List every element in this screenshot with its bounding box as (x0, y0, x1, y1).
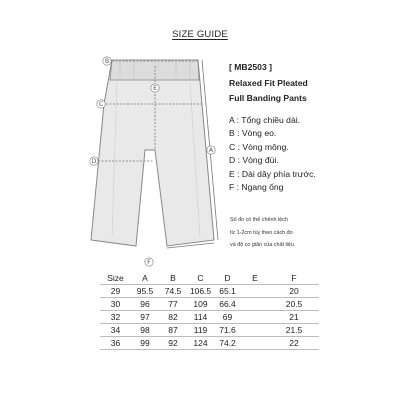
legend-item-e: E : Dài dây phía trước. (229, 168, 316, 179)
legend-item-f: F : Ngang ống (229, 182, 284, 193)
marker-d-label: D (91, 158, 97, 166)
measurement-note (230, 214, 390, 252)
note-line-1: Số đo có thể chênh lệch (230, 217, 288, 223)
cell-f: 20 (289, 286, 299, 296)
cell-c: 106.5 (189, 286, 212, 296)
size-table (100, 271, 319, 350)
cell-size: 36 (110, 338, 121, 348)
cell-c: 109 (193, 299, 208, 309)
cell-e (241, 324, 269, 337)
product-name (229, 76, 389, 106)
table-row (100, 337, 319, 350)
cell-a: 99 (140, 338, 150, 348)
cell-b: 77 (168, 299, 178, 309)
table-row (100, 298, 319, 311)
product-name-line-2: Full Banding Pants (229, 93, 307, 103)
header-size: Size (107, 272, 124, 283)
cell-f: 21 (289, 312, 299, 322)
cell-e (241, 285, 269, 298)
marker-c-label: C (98, 101, 104, 109)
table-header-row (100, 271, 319, 285)
table-row (100, 311, 319, 324)
cell-f: 22 (289, 338, 299, 348)
cell-d: 71.6 (219, 325, 236, 335)
note-line-2: từ 1-2cm tùy theo cách đo (230, 229, 293, 236)
header-b: B (170, 272, 176, 283)
cell-a: 96 (140, 299, 150, 309)
marker-b-label: B (104, 58, 110, 66)
table-row (100, 285, 319, 298)
cell-a: 95.5 (136, 286, 154, 296)
cell-a: 97 (140, 312, 150, 322)
cell-f: 20.5 (285, 299, 303, 309)
cell-c: 124 (193, 338, 208, 348)
header-e: E (252, 272, 258, 283)
cell-b: 74.5 (164, 286, 182, 296)
size-guide-title-text: SIZE GUIDE (172, 29, 228, 40)
cell-b: 92 (168, 338, 178, 348)
cell-b: 82 (168, 312, 178, 322)
cell-d: 65.1 (219, 286, 236, 296)
measurement-legend (229, 114, 394, 194)
table-row (100, 324, 319, 337)
cell-e (241, 298, 269, 311)
cell-e (241, 311, 269, 324)
cell-size: 29 (110, 286, 121, 296)
product-name-line-1: Relaxed Fit Pleated (229, 78, 308, 88)
header-f: F (291, 272, 297, 283)
marker-e-label: E (153, 85, 157, 93)
product-code: [ MB2503 ] (229, 62, 272, 72)
header-a: A (142, 272, 148, 283)
legend-item-a: A : Tổng chiều dài. (229, 115, 301, 125)
cell-f: 21.5 (285, 325, 303, 335)
note-line-3: và độ co giãn của chất liệu. (230, 242, 296, 248)
cell-size: 30 (110, 299, 121, 309)
header-c: C (197, 272, 204, 283)
legend-item-c: C : Vòng mông. (229, 141, 289, 152)
header-d: D (224, 272, 231, 283)
legend-item-d: D : Vòng đùi. (229, 155, 279, 166)
marker-a-label: A (208, 147, 214, 155)
cell-d: 69 (222, 312, 233, 322)
cell-c: 114 (193, 312, 208, 322)
marker-f-label: F (147, 259, 151, 267)
pants-waistband (110, 60, 199, 80)
cell-d: 74.2 (219, 338, 236, 348)
legend-item-b: B : Vòng eo. (229, 128, 277, 139)
cell-size: 34 (110, 325, 121, 335)
cell-c: 119 (193, 325, 208, 335)
cell-e (241, 337, 269, 350)
cell-a: 98 (140, 325, 150, 335)
cell-size: 32 (110, 312, 121, 322)
cell-b: 87 (168, 325, 178, 335)
cell-d: 66.4 (219, 299, 236, 309)
